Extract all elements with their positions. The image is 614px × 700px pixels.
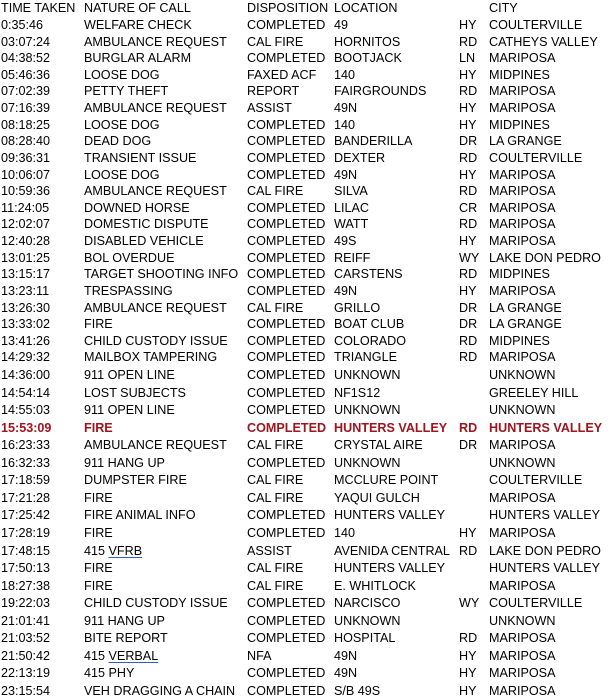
time-taken: 04:38:52 xyxy=(1,51,51,65)
nature-of-call: LOOSE DOG xyxy=(84,168,160,182)
nature-of-call: BOL OVERDUE xyxy=(84,251,175,265)
location: REIFF xyxy=(334,251,371,265)
disposition: CAL FIRE xyxy=(247,184,304,198)
header-row xyxy=(0,0,614,17)
city: MIDPINES xyxy=(489,118,550,132)
disposition: REPORT xyxy=(247,84,300,98)
nature-of-call: AMBULANCE REQUEST xyxy=(84,301,227,315)
time-taken: 17:48:15 xyxy=(1,544,51,558)
location: LILAC xyxy=(334,201,370,215)
time-taken: 15:53:09 xyxy=(1,421,52,435)
table-row xyxy=(0,349,614,366)
location: GRILLO xyxy=(334,301,381,315)
city: MARIPOSA xyxy=(489,234,556,248)
street-suffix: RD xyxy=(459,184,478,198)
disposition: COMPLETED xyxy=(247,151,326,165)
location: CARSTENS xyxy=(334,267,403,281)
location: UNKNOWN xyxy=(334,456,401,470)
disposition: CAL FIRE xyxy=(247,35,304,49)
table-row xyxy=(0,472,614,489)
table-row xyxy=(0,437,614,454)
time-taken: 08:18:25 xyxy=(1,118,51,132)
table-row xyxy=(0,683,614,700)
time-taken: 12:02:07 xyxy=(1,217,51,231)
nature-of-call: TRESPASSING xyxy=(84,284,173,298)
city: MARIPOSA xyxy=(489,649,556,663)
disposition: COMPLETED xyxy=(247,666,326,680)
nature-of-call: MAILBOX TAMPERING xyxy=(84,350,218,364)
table-row xyxy=(0,133,614,150)
street-suffix: HY xyxy=(459,649,477,663)
nature-flagged-word: VERBAL xyxy=(108,649,159,663)
time-taken: 0:35:46 xyxy=(1,18,44,32)
disposition: CAL FIRE xyxy=(247,473,304,487)
city: MARIPOSA xyxy=(489,438,556,452)
nature-of-call: 415 PHY xyxy=(84,666,135,680)
disposition: COMPLETED xyxy=(247,18,326,32)
disposition: ASSIST xyxy=(247,101,292,115)
table-row xyxy=(0,595,614,612)
table-row xyxy=(0,648,614,665)
street-suffix: HY xyxy=(459,526,477,540)
time-taken: 18:27:38 xyxy=(1,579,51,593)
city: MARIPOSA xyxy=(489,101,556,115)
disposition: COMPLETED xyxy=(247,134,326,148)
city: MIDPINES xyxy=(489,334,550,348)
city: UNKNOWN xyxy=(489,614,556,628)
disposition: COMPLETED xyxy=(247,217,326,231)
city: COULTERVILLE xyxy=(489,473,583,487)
city: HUNTERS VALLEY xyxy=(489,508,601,522)
street-suffix: DR xyxy=(459,134,478,148)
disposition: FAXED ACF xyxy=(247,68,317,82)
time-taken: 17:28:19 xyxy=(1,526,51,540)
location: E. WHITLOCK xyxy=(334,579,416,593)
location: BOOTJACK xyxy=(334,51,402,65)
time-taken: 07:02:39 xyxy=(1,84,51,98)
location: UNKNOWN xyxy=(334,614,401,628)
nature-of-call: AMBULANCE REQUEST xyxy=(84,438,227,452)
disposition: COMPLETED xyxy=(247,284,326,298)
city: MARIPOSA xyxy=(489,217,556,231)
city: LA GRANGE xyxy=(489,134,562,148)
city: MIDPINES xyxy=(489,267,550,281)
table-row xyxy=(0,402,614,419)
city: LA GRANGE xyxy=(489,301,562,315)
table-row xyxy=(0,200,614,217)
nature-of-call: FIRE xyxy=(84,526,113,540)
time-taken: 14:55:03 xyxy=(1,403,51,417)
table-row xyxy=(0,613,614,630)
disposition: COMPLETED xyxy=(247,526,326,540)
city: MARIPOSA xyxy=(489,184,556,198)
street-suffix: HY xyxy=(459,168,477,182)
city: UNKNOWN xyxy=(489,368,556,382)
location: 49N xyxy=(334,168,358,182)
time-taken: 10:06:07 xyxy=(1,168,51,182)
time-taken: 21:50:42 xyxy=(1,649,51,663)
time-taken: 13:15:17 xyxy=(1,267,51,281)
disposition: CAL FIRE xyxy=(247,579,304,593)
time-taken: 12:40:28 xyxy=(1,234,51,248)
time-taken: 21:01:41 xyxy=(1,614,51,628)
street-suffix: HY xyxy=(459,118,477,132)
location: 49N xyxy=(334,101,358,115)
street-suffix: RD xyxy=(459,421,478,435)
header-city: CITY xyxy=(489,1,518,15)
city: MARIPOSA xyxy=(489,491,556,505)
city: MARIPOSA xyxy=(489,51,556,65)
disposition: COMPLETED xyxy=(247,168,326,182)
table-row xyxy=(0,250,614,267)
disposition: COMPLETED xyxy=(247,508,326,522)
nature-of-call: LOOSE DOG xyxy=(84,68,160,82)
disposition: COMPLETED xyxy=(247,251,326,265)
header-disposition: DISPOSITION xyxy=(247,1,329,15)
location: TRIANGLE xyxy=(334,350,397,364)
table-row xyxy=(0,385,614,402)
time-taken: 22:13:19 xyxy=(1,666,51,680)
street-suffix: RD xyxy=(459,350,478,364)
city: MARIPOSA xyxy=(489,84,556,98)
city: HUNTERS VALLEY xyxy=(489,421,603,435)
nature-of-call: FIRE xyxy=(84,317,113,331)
time-taken: 13:23:11 xyxy=(1,284,50,298)
location: 49N xyxy=(334,649,358,663)
header-time-taken: TIME TAKEN xyxy=(1,1,76,15)
disposition: COMPLETED xyxy=(247,456,326,470)
time-taken: 13:33:02 xyxy=(1,317,51,331)
city: COULTERVILLE xyxy=(489,18,583,32)
location: SILVA xyxy=(334,184,368,198)
location: HORNITOS xyxy=(334,35,401,49)
disposition: COMPLETED xyxy=(247,267,326,281)
table-row xyxy=(0,117,614,134)
table-row xyxy=(0,367,614,384)
city: LAKE DON PEDRO xyxy=(489,251,601,265)
street-suffix: HY xyxy=(459,666,477,680)
nature-of-call: DOWNED HORSE xyxy=(84,201,190,215)
time-taken: 14:36:00 xyxy=(1,368,51,382)
city: MARIPOSA xyxy=(489,684,556,698)
location: 140 xyxy=(334,68,356,82)
city: MARIPOSA xyxy=(489,284,556,298)
nature-of-call: DUMPSTER FIRE xyxy=(84,473,187,487)
street-suffix: RD xyxy=(459,35,478,49)
nature-of-call: LOST SUBJECTS xyxy=(84,386,186,400)
time-taken: 17:21:28 xyxy=(1,491,51,505)
table-row xyxy=(0,630,614,647)
disposition: CAL FIRE xyxy=(247,561,304,575)
nature-of-call: FIRE xyxy=(84,421,113,435)
location: HUNTERS VALLEY xyxy=(334,508,446,522)
disposition: COMPLETED xyxy=(247,334,326,348)
disposition: COMPLETED xyxy=(247,201,326,215)
disposition: CAL FIRE xyxy=(247,491,304,505)
time-taken: 13:41:26 xyxy=(1,334,51,348)
disposition: ASSIST xyxy=(247,544,292,558)
table-row xyxy=(0,150,614,167)
time-taken: 10:59:36 xyxy=(1,184,51,198)
nature-of-call: VEH DRAGGING A CHAIN xyxy=(84,684,236,698)
nature-of-call: DOMESTIC DISPUTE xyxy=(84,217,209,231)
location: UNKNOWN xyxy=(334,403,401,417)
location: 49N xyxy=(334,284,358,298)
disposition: COMPLETED xyxy=(247,684,326,698)
street-suffix: LN xyxy=(459,51,476,65)
location: 140 xyxy=(334,526,356,540)
location: UNKNOWN xyxy=(334,368,401,382)
nature-of-call: TRANSIENT ISSUE xyxy=(84,151,197,165)
time-taken: 16:32:33 xyxy=(1,456,51,470)
street-suffix: DR xyxy=(459,438,478,452)
time-taken: 21:03:52 xyxy=(1,631,51,645)
location: YAQUI GULCH xyxy=(334,491,420,505)
table-row xyxy=(0,50,614,67)
city: GREELEY HILL xyxy=(489,386,579,400)
table-row xyxy=(0,83,614,100)
city: HUNTERS VALLEY xyxy=(489,561,601,575)
time-taken: 19:22:03 xyxy=(1,596,51,610)
city: MARIPOSA xyxy=(489,350,556,364)
location: MCCLURE POINT xyxy=(334,473,439,487)
time-taken: 14:54:14 xyxy=(1,386,51,400)
street-suffix: HY xyxy=(459,284,477,298)
table-row xyxy=(0,543,614,560)
nature-prefix: 415 xyxy=(84,544,109,558)
nature-of-call: LOOSE DOG xyxy=(84,118,160,132)
nature-of-call: CHILD CUSTODY ISSUE xyxy=(84,334,228,348)
table-row xyxy=(0,216,614,233)
city: MARIPOSA xyxy=(489,201,556,215)
table-row xyxy=(0,560,614,577)
nature-of-call: PETTY THEFT xyxy=(84,84,169,98)
disposition: NFA xyxy=(247,649,272,663)
nature-of-call: 911 OPEN LINE xyxy=(84,368,175,382)
table-row xyxy=(0,233,614,250)
table-row xyxy=(0,507,614,524)
location: AVENIDA CENTRAL xyxy=(334,544,450,558)
nature-of-call: 911 OPEN LINE xyxy=(84,403,175,417)
table-row xyxy=(0,333,614,350)
location: FAIRGROUNDS xyxy=(334,84,427,98)
location: NF1S12 xyxy=(334,386,381,400)
time-taken: 16:23:33 xyxy=(1,438,51,452)
street-suffix: RD xyxy=(459,544,478,558)
table-row xyxy=(0,525,614,542)
table-row xyxy=(0,266,614,283)
street-suffix: RD xyxy=(459,151,478,165)
location: COLORADO xyxy=(334,334,407,348)
street-suffix: HY xyxy=(459,684,477,698)
street-suffix: HY xyxy=(459,18,477,32)
time-taken: 13:01:25 xyxy=(1,251,51,265)
table-row xyxy=(0,67,614,84)
table-row xyxy=(0,316,614,333)
nature-of-call: FIRE xyxy=(84,491,113,505)
time-taken: 08:28:40 xyxy=(1,134,51,148)
street-suffix: RD xyxy=(459,631,478,645)
city: MIDPINES xyxy=(489,68,550,82)
table-row xyxy=(0,183,614,200)
nature-prefix: 415 xyxy=(84,649,109,663)
location: CRYSTAL AIRE xyxy=(334,438,423,452)
street-suffix: RD xyxy=(459,267,478,281)
disposition: CAL FIRE xyxy=(247,438,304,452)
disposition: COMPLETED xyxy=(247,51,326,65)
table-row xyxy=(0,578,614,595)
table-row xyxy=(0,34,614,51)
disposition: COMPLETED xyxy=(247,421,327,435)
street-suffix: HY xyxy=(459,101,477,115)
nature-of-call: CHILD CUSTODY ISSUE xyxy=(84,596,228,610)
disposition: COMPLETED xyxy=(247,614,326,628)
street-suffix: RD xyxy=(459,84,478,98)
location: HOSPITAL xyxy=(334,631,396,645)
nature-of-call: FIRE xyxy=(84,561,113,575)
street-suffix: WY xyxy=(459,596,480,610)
disposition: COMPLETED xyxy=(247,118,326,132)
street-suffix: DR xyxy=(459,301,478,315)
city: MARIPOSA xyxy=(489,579,556,593)
location: S/B 49S xyxy=(334,684,381,698)
time-taken: 09:36:31 xyxy=(1,151,51,165)
location: 49S xyxy=(334,234,357,248)
disposition: COMPLETED xyxy=(247,317,326,331)
table-row xyxy=(0,17,614,34)
header-nature-of-call: NATURE OF CALL xyxy=(84,1,191,15)
city: COULTERVILLE xyxy=(489,596,583,610)
disposition: COMPLETED xyxy=(247,350,326,364)
nature-of-call: 911 HANG UP xyxy=(84,614,165,628)
street-suffix: CR xyxy=(459,201,478,215)
nature-of-call: AMBULANCE REQUEST xyxy=(84,184,227,198)
city: MARIPOSA xyxy=(489,168,556,182)
city: LA GRANGE xyxy=(489,317,562,331)
nature-of-call: AMBULANCE REQUEST xyxy=(84,101,227,115)
nature-of-call: DEAD DOG xyxy=(84,134,152,148)
time-taken: 11:24:05 xyxy=(1,201,50,215)
nature-of-call: TARGET SHOOTING INFO xyxy=(84,267,239,281)
table-row xyxy=(0,490,614,507)
location: NARCISCO xyxy=(334,596,401,610)
disposition: COMPLETED xyxy=(247,631,326,645)
disposition: COMPLETED xyxy=(247,234,326,248)
city: CATHEYS VALLEY xyxy=(489,35,598,49)
nature-of-call xyxy=(84,648,158,665)
nature-of-call: WELFARE CHECK xyxy=(84,18,192,32)
location: WATT xyxy=(334,217,369,231)
disposition: COMPLETED xyxy=(247,368,326,382)
location: BANDERILLA xyxy=(334,134,413,148)
time-taken: 17:25:42 xyxy=(1,508,51,522)
time-taken: 03:07:24 xyxy=(1,35,51,49)
time-taken: 23:15:54 xyxy=(1,684,51,698)
time-taken: 05:46:36 xyxy=(1,68,51,82)
disposition: COMPLETED xyxy=(247,403,326,417)
street-suffix: HY xyxy=(459,68,477,82)
street-suffix: RD xyxy=(459,334,478,348)
location: DEXTER xyxy=(334,151,386,165)
table-row xyxy=(0,167,614,184)
disposition: COMPLETED xyxy=(247,386,326,400)
nature-of-call: BURGLAR ALARM xyxy=(84,51,192,65)
table-row xyxy=(0,100,614,117)
table-row xyxy=(0,420,614,437)
city: MARIPOSA xyxy=(489,631,556,645)
time-taken: 13:26:30 xyxy=(1,301,51,315)
header-location: LOCATION xyxy=(334,1,398,15)
time-taken: 07:16:39 xyxy=(1,101,51,115)
disposition: COMPLETED xyxy=(247,596,326,610)
street-suffix: DR xyxy=(459,317,478,331)
city: LAKE DON PEDRO xyxy=(489,544,601,558)
nature-of-call: 911 HANG UP xyxy=(84,456,165,470)
street-suffix: RD xyxy=(459,217,478,231)
location: 49 xyxy=(334,18,349,32)
table-row xyxy=(0,665,614,682)
nature-of-call: DISABLED VEHICLE xyxy=(84,234,204,248)
location: 49N xyxy=(334,666,358,680)
location: 140 xyxy=(334,118,356,132)
location: HUNTERS VALLEY xyxy=(334,561,446,575)
city: MARIPOSA xyxy=(489,666,556,680)
city: UNKNOWN xyxy=(489,403,556,417)
time-taken: 17:50:13 xyxy=(1,561,51,575)
nature-flagged-word: VFRB xyxy=(108,544,143,558)
nature-of-call: FIRE xyxy=(84,579,113,593)
time-taken: 17:18:59 xyxy=(1,473,51,487)
location: BOAT CLUB xyxy=(334,317,405,331)
city: MARIPOSA xyxy=(489,526,556,540)
table-row xyxy=(0,300,614,317)
nature-of-call: AMBULANCE REQUEST xyxy=(84,35,227,49)
nature-of-call xyxy=(84,543,142,560)
disposition: CAL FIRE xyxy=(247,301,304,315)
table-row xyxy=(0,455,614,472)
nature-of-call: BITE REPORT xyxy=(84,631,168,645)
street-suffix: HY xyxy=(459,234,477,248)
street-suffix: WY xyxy=(459,251,480,265)
city: UNKNOWN xyxy=(489,456,556,470)
time-taken: 14:29:32 xyxy=(1,350,51,364)
city: COULTERVILLE xyxy=(489,151,583,165)
table-row xyxy=(0,283,614,300)
nature-of-call: FIRE ANIMAL INFO xyxy=(84,508,196,522)
location: HUNTERS VALLEY xyxy=(334,421,448,435)
